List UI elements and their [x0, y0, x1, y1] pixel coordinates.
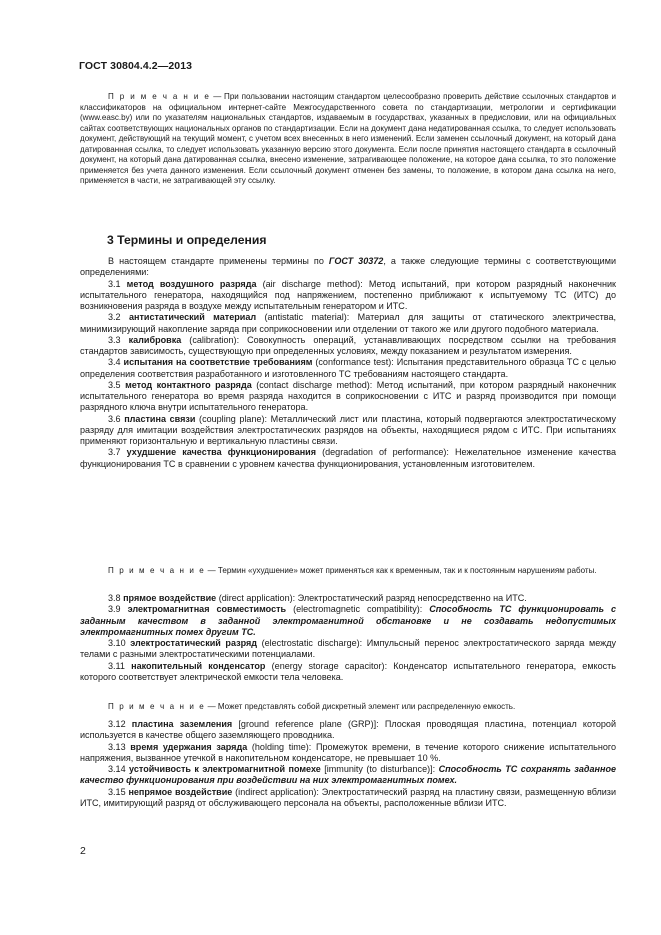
term-3-8: 3.8 прямое воздействие (direct application): Электростатический разряд непосредственно на ИТС. [108, 593, 527, 603]
term-3-9: 3.9 электромагнитная совместимость (electromagnetic compatibility): Способность ТС функционировать с заданным качеством в заданной электромагнитной обстановке и не создавать недопустимых электромагнитных помех другим ТС. [80, 604, 617, 637]
reference-standard: ГОСТ 30372 [328, 256, 384, 266]
term-3-3: 3.3 калибровка (calibration): Совокупность операций, устанавливающих посредством ссылки на требования стандартов зависимость, существующую при определенных условиях, между показанием и результатом измерения. [80, 334, 616, 356]
note-label: П р и м е ч а н и е [108, 566, 206, 575]
terms-block-1 [80, 256, 616, 470]
term-3-14: 3.14 устойчивость к электромагнитной помехе [immunity (to disturbance)]: Способность ТС сохранять заданное качество функционирования при воздействии на них электромагнитных помех. [80, 764, 617, 786]
note-text: — Может представлять собой дискретный элемент или распределенную емкость. [205, 702, 516, 711]
term-3-12: 3.12 пластина заземления [ground reference plane (GRP)]: Плоская проводящая пластина, потенциал которой используется в качестве общего заземляющего проводника. [80, 719, 617, 741]
term-3-1: 3.1 метод воздушного разряда (air discharge method): Метод испытаний, при котором разрядный наконечник испытательного генератора, находящийся под напряжением, постепенно приближают к испытуемому ТС (ИТС) до возникновения разряда в воздухе между испытательным генератором и ИТС. [80, 278, 617, 311]
note-degradation [80, 566, 616, 577]
note-label: П р и м е ч а н и е [108, 92, 211, 101]
note-label: П р и м е ч а н и е [108, 702, 206, 711]
note-text: — При пользовании настоящим стандартом целесообразно проверить действие ссылочных стандартов и классификаторов на официальном интернет-сайте Межгосударственного совета по стандартизации, метрологии и сертификации (www.easc.by) или по указателям национальных стандартов, издаваемым в государствах, указанных в предисловии, или на официальных сайтах соответствующих национальных органов по стандартизации. Если на документ дана недатированная ссылка, то следует использовать документ, действующий на текущий момент, с учетом всех внесенных в него изменений. Если заменен ссылочный документ, на который дана датированная ссылка, то следует использовать указанную версию этого документа. Если после принятия настоящего стандарта в ссылочный документ, на который дана датированная ссылка, внесено изменение, затрагивающее положение, на которое дана ссылка, то это положение применяется без учета данного изменения. Если ссылочный документ отменен без замены, то положение, в котором дана ссылка на него, применяется в части, не затрагивающей эту ссылку. [80, 92, 616, 186]
note-capacitor [80, 702, 616, 713]
terms-block-2 [80, 593, 616, 683]
note-intro [80, 92, 616, 187]
terms-block-3 [80, 719, 616, 809]
term-3-6: 3.6 пластина связи (coupling plane): Металлический лист или пластина, который подвергаются электростатическому разряду для имитации воздействия электростатических разрядов на объекты, находящиеся рядом с ИТС. При испытаниях применяют горизонтальную и вертикальную пластины связи. [80, 413, 617, 446]
document-header: ГОСТ 30804.4.2—2013 [79, 60, 193, 72]
term-3-11: 3.11 накопительный конденсатор (energy storage capacitor): Конденсатор испытательного генератора, емкость которого соответствует электрической емкости тела человека. [80, 660, 617, 682]
page-number: 2 [80, 845, 86, 857]
section-intro: В настоящем стандарте применены термины по ГОСТ 30372, а также следующие термины с соответствующими определениями: [80, 256, 617, 278]
term-3-15: 3.15 непрямое воздействие (indirect application): Электростатический разряд на пластину связи, размещенную вблизи ИТС, имитирующий разряд от обслуживающего персонала на объекты, расположенные вблизи ИТС. [80, 786, 617, 808]
term-3-4: 3.4 испытания на соответствие требованиям (conformance test): Испытания представительного образца ТС с целью определения соответствия разработанного и изготовленного ТС требованиям настоящего стандарта. [80, 357, 616, 379]
section-title: 3 Термины и определения [107, 233, 267, 247]
term-3-5: 3.5 метод контактного разряда (contact discharge method): Метод испытаний, при котором разрядный наконечник испытательного генератора во время разряда находится в соприкосновении с ИТС и разряд производится при помощи разрядного ключа внутри испытательного генератора. [80, 379, 617, 413]
note-text: — Термин «ухудшение» может применяться как к временным, так и к постоянным нарушениям работы. [205, 566, 597, 575]
term-3-10: 3.10 электростатический разряд (electrostatic discharge): Импульсный перенос электростатического заряда между телами с разными электростатическими потенциалами. [80, 638, 617, 660]
term-3-2: 3.2 антистатический материал (antistatic material): Материал для защиты от статического электричества, минимизирующий накопление заряда при соприкосновении или отделении от такого же или другого подобного материала. [80, 312, 617, 334]
term-3-7: 3.7 ухудшение качества функционирования (degradation of performance): Нежелательное изменение качества функционирования ТС в сравнении с уровнем качества функционирования, установленным изготовителем. [80, 447, 617, 469]
term-3-13: 3.13 время удержания заряда (holding time): Промежуток времени, в течение которого снижение испытательного напряжения, вызванное утечкой в накопительном конденсаторе, не превышает 10 %. [80, 741, 616, 763]
